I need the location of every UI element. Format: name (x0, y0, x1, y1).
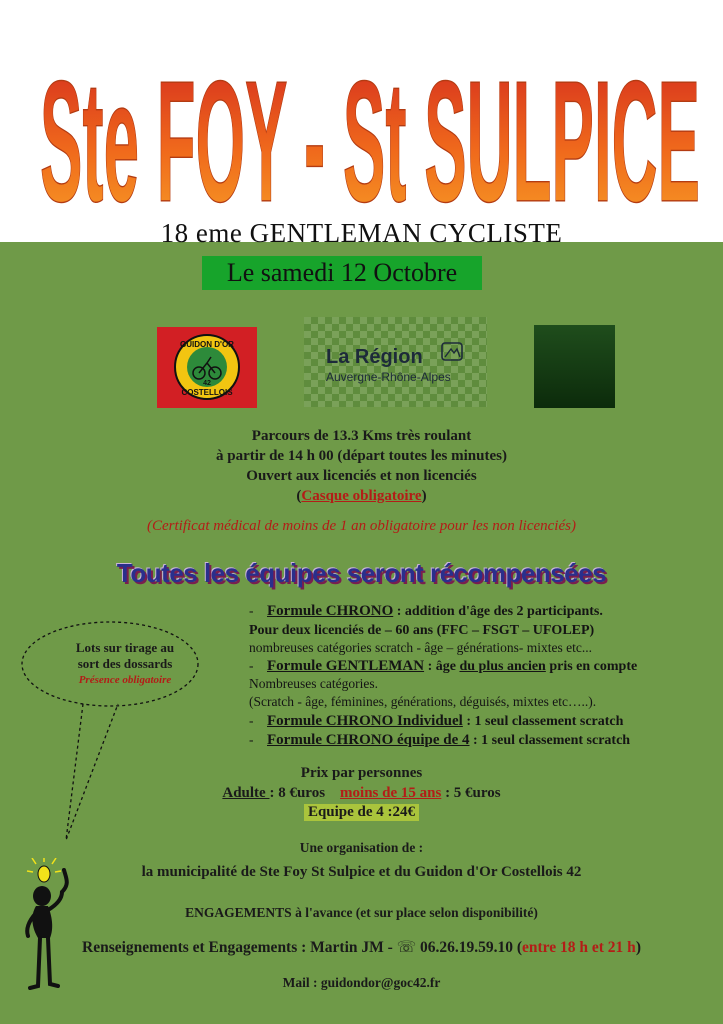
formula-gentleman-categories: Nombreuses catégories. (249, 676, 378, 691)
phone-number: 06.26.19.59.10 ( (416, 939, 522, 956)
course-info (0, 426, 723, 506)
event-date: Le samedi 12 Octobre (202, 256, 482, 290)
course-line-2: à partir de 14 h 00 (départ toutes les minutes) (216, 448, 507, 464)
contact-label: Renseignements et Engagements : Martin JM - (82, 939, 397, 956)
phone-icon: ☏ (396, 938, 417, 956)
bubble-text (40, 640, 210, 688)
formula-gentleman-details: (Scratch - âge, féminines, générations, déguisés, mixtes etc…..). (249, 693, 597, 709)
page-title (30, 18, 710, 243)
bubble-line-2: sort des dossards (77, 656, 173, 671)
course-line-1: Parcours de 13.3 Kms très roulant (251, 428, 472, 444)
guidon-number: 42 (203, 380, 211, 387)
region-mountain-icon (442, 343, 462, 360)
title-graphic (30, 18, 710, 243)
formula-chrono-categories: nombreuses catégories scratch - âge – générations- mixtes etc... (249, 640, 592, 655)
awards-banner: Toutes les équipes seront récompensées (116, 558, 607, 588)
under-15-price: : 5 €uros (441, 785, 501, 801)
price-title: Prix par personnes (300, 765, 423, 781)
event-subtitle: 18 eme GENTLEMAN CYCLISTE (160, 218, 563, 248)
formula-chrono: - Formule CHRONO : addition d'âge des 2 participants. (249, 603, 603, 619)
team-price: Equipe de 4 :24€ (304, 804, 419, 821)
formulas-list (249, 602, 719, 749)
bubble-line-1: Lots sur tirage au (75, 640, 175, 655)
bubble-presence-required: Présence obligatoire (78, 674, 172, 686)
region-subtitle: Auvergne-Rhône-Alpes (326, 370, 451, 384)
course-line-3: Ouvert aux licenciés et non licenciés (246, 468, 477, 484)
team-price-wrap (0, 804, 723, 821)
mail-contact: Mail : guidondor@goc42.fr (282, 975, 441, 990)
helmet-line: (Casque obligatoire) (296, 488, 427, 504)
contact-hours: entre 18 h et 21 h (522, 939, 636, 956)
region-title: La Région (326, 346, 423, 368)
formula-chrono-licensed: Pour deux licenciés de – 60 ans (FFC – FSGT – UFOLEP) (249, 622, 595, 638)
formula-gentleman: - Formule GENTLEMAN : âge du plus ancien pris en compte (249, 657, 638, 674)
medical-certificate-note: (Certificat médical de moins de 1 an obligatoire pour les non licenciés) (147, 518, 576, 534)
engagements-note: ENGAGEMENTS à l'avance (et sur place selon disponibilité) (185, 905, 538, 920)
organisation-title: Une organisation de : (299, 840, 424, 855)
helmet-required: Casque obligatoire (301, 488, 422, 504)
adult-price: : 8 €uros (269, 785, 326, 801)
organisation-text: la municipalité de Ste Foy St Sulpice et du Guidon d'Or Costellois 42 (141, 864, 582, 880)
formula-team-of-4: - Formule CHRONO équipe de 4 : 1 seul classement scratch (249, 731, 631, 748)
guidon-dor-logo (157, 327, 257, 408)
region-logo (304, 317, 487, 407)
formula-individual: - Formule CHRONO Individuel : 1 seul classement scratch (249, 713, 624, 729)
landscape-photo (534, 325, 615, 408)
contact-line: Renseignements et Engagements : Martin JM - ☏ 06.26.19.59.10 (entre 18 h et 21 h) (82, 938, 641, 956)
price-line (0, 785, 723, 802)
guidon-bottom-text: COSTELLOIS (181, 388, 233, 397)
under-15-label: moins de 15 ans (340, 785, 442, 801)
adult-label: Adulte (222, 785, 270, 801)
guidon-top-text: GUIDON D'OR (180, 340, 234, 349)
title-text: Ste FOY - St SULPICE (39, 46, 700, 239)
